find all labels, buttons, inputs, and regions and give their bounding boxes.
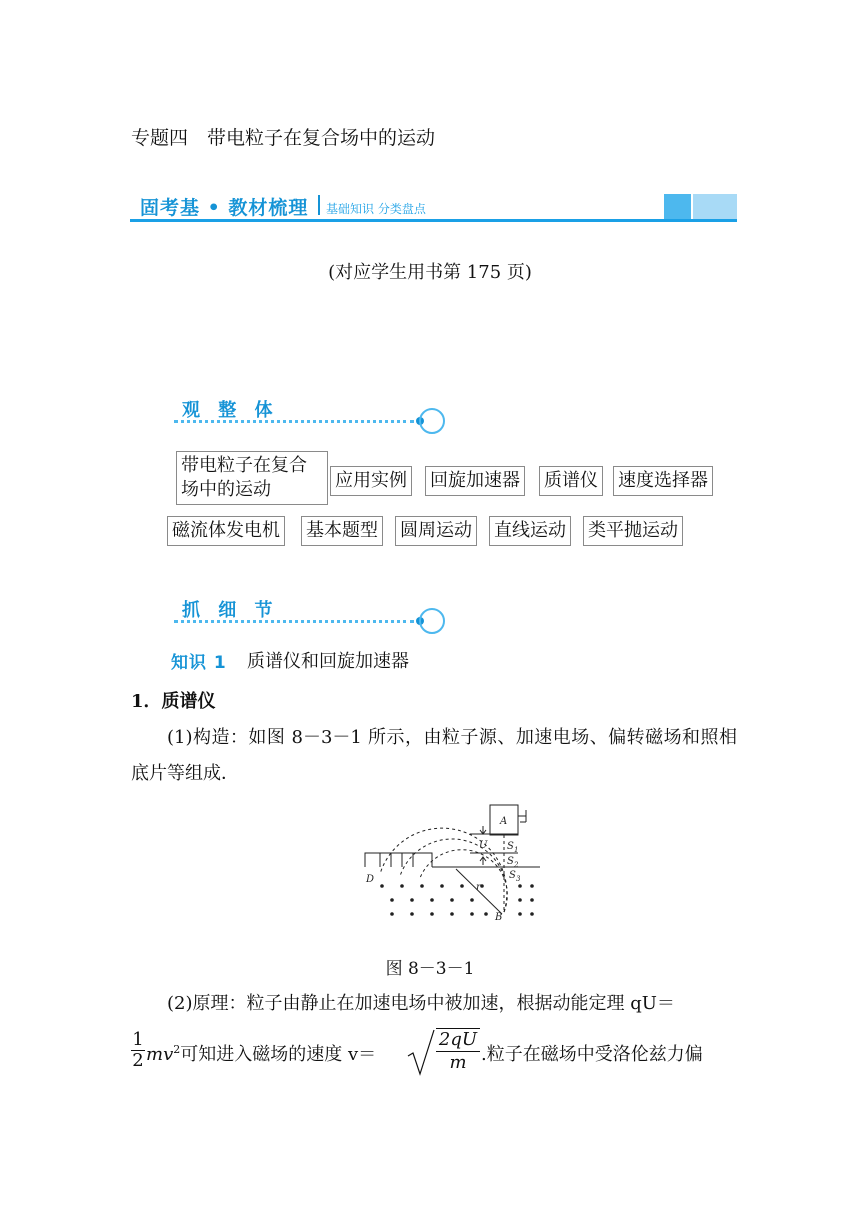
photo-plate	[365, 853, 432, 867]
magnetic-field-dots	[380, 884, 534, 916]
reference-note: (对应学生用书第 175 页)	[328, 262, 532, 283]
label-r: r	[476, 882, 481, 893]
trajectory-middle	[400, 839, 507, 912]
label-s3: S	[509, 870, 516, 881]
formula-text-velocity: 可知进入磁场的速度 v＝	[180, 1044, 377, 1065]
overview-heading	[174, 396, 444, 430]
trajectory-outer	[380, 828, 507, 912]
source-terminal	[518, 810, 526, 822]
plate-ticks	[380, 853, 413, 867]
circle-icon	[419, 608, 445, 634]
circle-icon	[419, 408, 445, 434]
concept-box: 类平抛运动	[583, 516, 683, 546]
knowledge-tag: 知识 1	[171, 653, 227, 673]
label-s2-sub: 2	[514, 861, 519, 869]
topic-title: 专题四 带电粒子在复合场中的运动	[131, 127, 436, 149]
formula-mv: mv	[146, 1044, 174, 1065]
formula-square: 2	[173, 1043, 181, 1056]
paragraph-structure: (1)构造：如图 8－3－1 所示，由粒子源、加速电场、偏转磁场和照相底片等组成．	[131, 727, 737, 784]
concept-box: 磁流体发电机	[167, 516, 285, 546]
concept-box: 直线运动	[489, 516, 571, 546]
fraction-denominator: 2	[132, 1050, 144, 1071]
fraction-half	[131, 1030, 145, 1071]
banner-main-title: 固考基 • 教材梳理	[140, 197, 309, 219]
concept-box: 质谱仪	[539, 466, 603, 496]
label-a: A	[500, 816, 508, 827]
banner-block-light	[693, 194, 737, 219]
concept-box: 圆周运动	[395, 516, 477, 546]
paragraph-principle-line1: (2)原理：粒子由静止在加速电场中被加速，根据动能定理 qU＝	[167, 993, 675, 1014]
concept-box: 带电粒子在复合场中的运动	[176, 451, 328, 505]
concept-box: 应用实例	[330, 466, 412, 496]
banner-block-dark	[664, 194, 691, 219]
label-u: U	[479, 840, 488, 851]
banner-separator	[318, 195, 320, 215]
formula-kinetic	[146, 1040, 376, 1066]
dotted-line	[174, 620, 414, 623]
formula-text-force: .粒子在磁场中受洛伦兹力偏	[481, 1044, 703, 1065]
section-banner	[130, 192, 737, 222]
label-d: D	[366, 874, 375, 885]
sqrt-numerator: 2qU	[436, 1028, 480, 1051]
details-heading	[174, 596, 444, 630]
label-s1: S	[507, 841, 514, 852]
details-label: 抓 细 节	[182, 600, 279, 621]
overview-label: 观 整 体	[182, 400, 279, 421]
label-s3-sub: 3	[516, 875, 521, 883]
label-b: B	[495, 912, 503, 923]
fraction-sqrt	[436, 1028, 480, 1074]
concept-box: 基本题型	[301, 516, 383, 546]
dotted-line	[174, 420, 414, 423]
fraction-numerator: 1	[132, 1029, 144, 1050]
concept-box: 速度选择器	[613, 466, 713, 496]
sqrt-denominator: m	[436, 1051, 480, 1074]
knowledge-title: 质谱仪和回旋加速器	[247, 651, 409, 672]
item-heading: 1．质谱仪	[131, 691, 216, 712]
banner-subtitle: 基础知识 分类盘点	[326, 202, 426, 216]
label-s1-sub: 1	[514, 846, 519, 854]
sqrt-sign-icon	[406, 1026, 436, 1078]
figure-caption: 图 8－3－1	[385, 959, 475, 979]
banner-underline	[130, 219, 737, 222]
concept-box: 回旋加速器	[425, 466, 525, 496]
label-s2: S	[507, 856, 514, 867]
mass-spectrometer-figure	[360, 802, 540, 928]
